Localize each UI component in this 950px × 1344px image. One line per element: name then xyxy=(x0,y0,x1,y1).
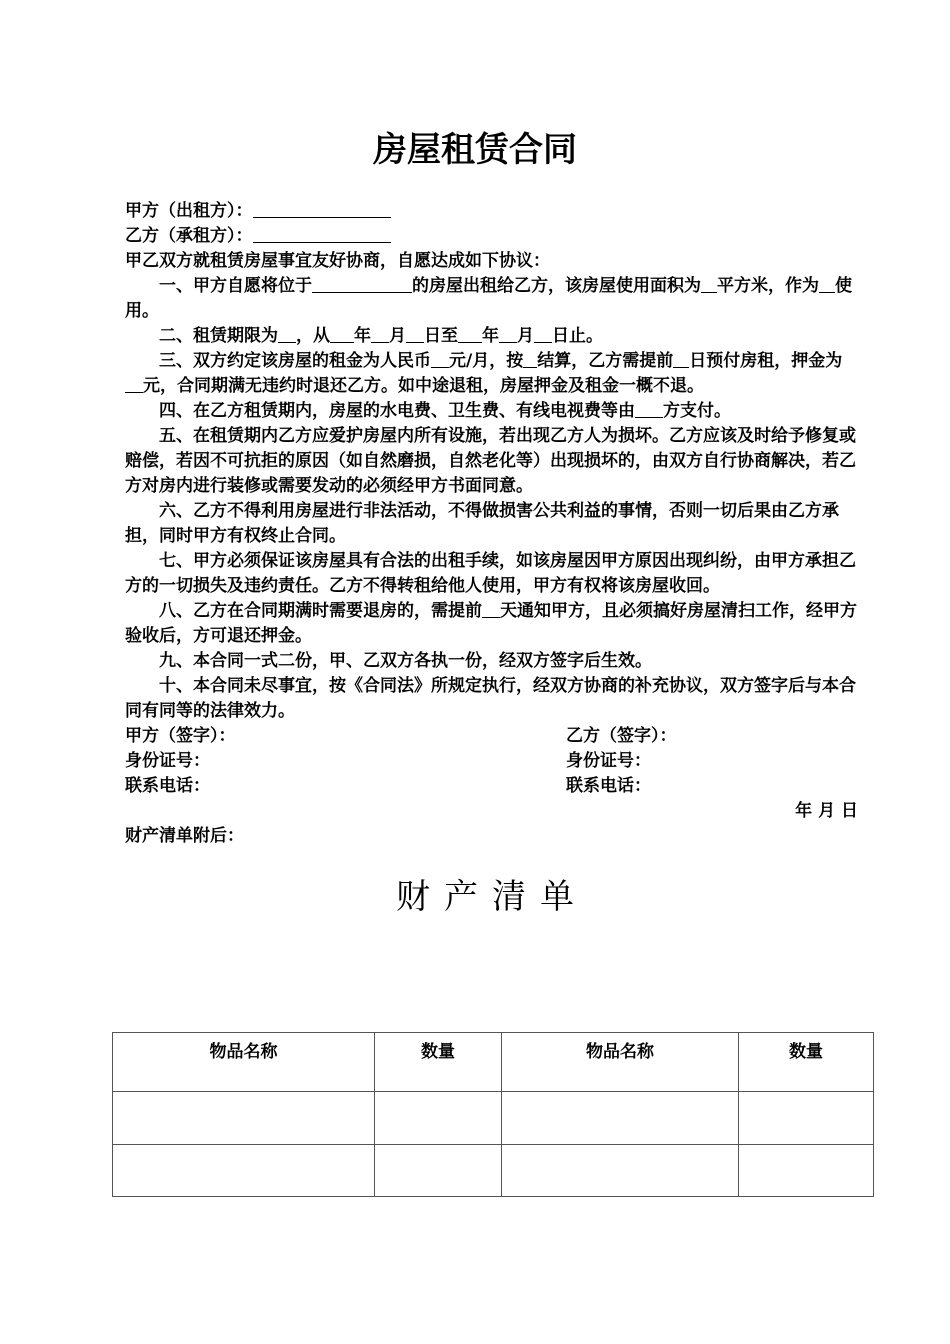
blank xyxy=(330,324,354,343)
blank xyxy=(534,324,552,343)
inventory-table xyxy=(112,1032,874,1197)
party-a-label: 甲方（出租方）： xyxy=(125,201,253,221)
clause-1-text: 的房屋出租给乙方，该房屋使用面积为 xyxy=(412,276,701,296)
header-quantity: 数量 xyxy=(739,1033,874,1092)
clause-7: 七、甲方必须保证该房屋具有合法的出租手续，如该房屋因甲方原因出现纠纷，由甲方承担乙方的一切损失及违约责任。乙方不得转租给他人使用，甲方有权将该房屋收回。 xyxy=(125,551,856,596)
table-cell[interactable] xyxy=(375,1092,502,1145)
blank xyxy=(125,374,143,393)
blank xyxy=(458,324,482,343)
blank xyxy=(673,349,689,368)
party-a-signature-label: 甲方（签字）： xyxy=(125,726,236,746)
blank xyxy=(371,324,389,343)
header-item-name: 物品名称 xyxy=(502,1033,739,1092)
clause-6: 六、乙方不得利用房屋进行非法活动，不得做损害公共利益的事情，否则一切后果由乙方承担，同时甲方有权终止合同。 xyxy=(125,501,839,546)
table-row xyxy=(113,1092,874,1145)
blank xyxy=(431,349,449,368)
table-cell[interactable] xyxy=(502,1145,739,1197)
party-b-blank xyxy=(253,224,391,243)
clause-10: 十、本合同未尽事宜，按《合同法》所规定执行，经双方协商的补充协议，双方签字后与本合同有同等的法律效力。 xyxy=(125,676,856,721)
clause-3-text: 日预付房租，押金为 xyxy=(689,351,843,371)
id-row xyxy=(125,749,860,774)
clause-1-text: 使用。 xyxy=(125,276,852,321)
clause-4-text: 四、在乙方租赁期内，房屋的水电费、卫生费、有线电视费等由 xyxy=(159,401,635,421)
table-cell[interactable] xyxy=(375,1145,502,1197)
blank xyxy=(523,349,537,368)
clause-2-text: 二、租赁期限为 xyxy=(159,326,278,346)
header-item-name: 物品名称 xyxy=(113,1033,375,1092)
table-row xyxy=(113,1145,874,1197)
table-cell[interactable] xyxy=(113,1145,375,1197)
party-a-line xyxy=(125,199,860,224)
table-cell[interactable] xyxy=(739,1145,874,1197)
attachment-note: 财产清单附后： xyxy=(125,826,244,846)
party-a-blank xyxy=(253,199,391,218)
clause-1-text: 平方米，作为 xyxy=(717,276,819,296)
clause-5: 五、在租赁期内乙方应爱护房屋内所有设施，若出现乙方人为损坏。乙方应该及时给予修复或赔偿，若因不可抗拒的原因（如自然磨损，自然老化等）出现损坏的，由双方自行协商解决，若乙方对房内进行装修或需要发动的必须经甲方书面同意。 xyxy=(125,426,856,496)
party-a-id-label: 身份证号： xyxy=(125,751,210,771)
inventory-title: 财产清单 xyxy=(396,877,588,917)
clause-3-text: 三、双方约定该房屋的租金为人民币 xyxy=(159,351,431,371)
clause-4 xyxy=(125,399,860,424)
clause-3-text: 元，合同期满无违约时退还乙方。如中途退租，房屋押金及租金一概不退。 xyxy=(143,376,704,396)
clause-2-text: 月 xyxy=(517,326,534,346)
blank xyxy=(701,274,717,293)
intro-text: 甲乙双方就租赁房屋事宜友好协商，自愿达成如下协议： xyxy=(125,251,550,271)
clause-3-text: 元/月，按 xyxy=(449,351,524,371)
clause-2 xyxy=(125,324,860,349)
table-header-row xyxy=(113,1033,874,1092)
clause-2-text: 年 xyxy=(354,326,371,346)
blank xyxy=(278,324,296,343)
clause-1-text: 一、甲方自愿将位于 xyxy=(159,276,312,296)
header-quantity: 数量 xyxy=(375,1033,502,1092)
date-line: 年 月 日 xyxy=(795,801,858,821)
blank xyxy=(406,324,424,343)
clause-3 xyxy=(125,349,860,399)
clause-9: 九、本合同一式二份，甲、乙双方各执一份，经双方签字后生效。 xyxy=(159,651,652,671)
blank xyxy=(482,599,500,618)
party-b-phone-label: 联系电话： xyxy=(566,776,651,796)
clause-2-text: 日至 xyxy=(424,326,458,346)
clause-8-text: 八、乙方在合同期满时需要退房的，需提前 xyxy=(159,601,482,621)
clause-2-text: 年 xyxy=(482,326,499,346)
phone-row xyxy=(125,774,860,799)
party-b-id-label: 身份证号： xyxy=(566,751,651,771)
clause-2-text: 月 xyxy=(389,326,406,346)
party-a-phone-label: 联系电话： xyxy=(125,776,210,796)
blank xyxy=(819,274,835,293)
blank xyxy=(635,399,663,418)
contract-body xyxy=(125,199,860,849)
contract-title: 房屋租赁合同 xyxy=(373,130,577,170)
party-b-line xyxy=(125,224,860,249)
blank xyxy=(312,274,412,293)
signature-row xyxy=(125,724,860,749)
party-b-label: 乙方（承租方）： xyxy=(125,226,253,246)
clause-2-text: 日止。 xyxy=(552,326,603,346)
clause-4-text: 方支付。 xyxy=(663,401,731,421)
clause-1 xyxy=(125,274,860,324)
blank xyxy=(499,324,517,343)
table-cell[interactable] xyxy=(739,1092,874,1145)
clause-3-text: 结算，乙方需提前 xyxy=(537,351,674,371)
table-cell[interactable] xyxy=(113,1092,375,1145)
table-cell[interactable] xyxy=(502,1092,739,1145)
party-b-signature-label: 乙方（签字）： xyxy=(566,726,677,746)
clause-8 xyxy=(125,599,860,649)
clause-8-text: 天通知甲方，且必须搞好房屋清扫工作，经甲方验收后，方可退还押金。 xyxy=(125,601,857,646)
clause-2-text: ，从 xyxy=(296,326,330,346)
